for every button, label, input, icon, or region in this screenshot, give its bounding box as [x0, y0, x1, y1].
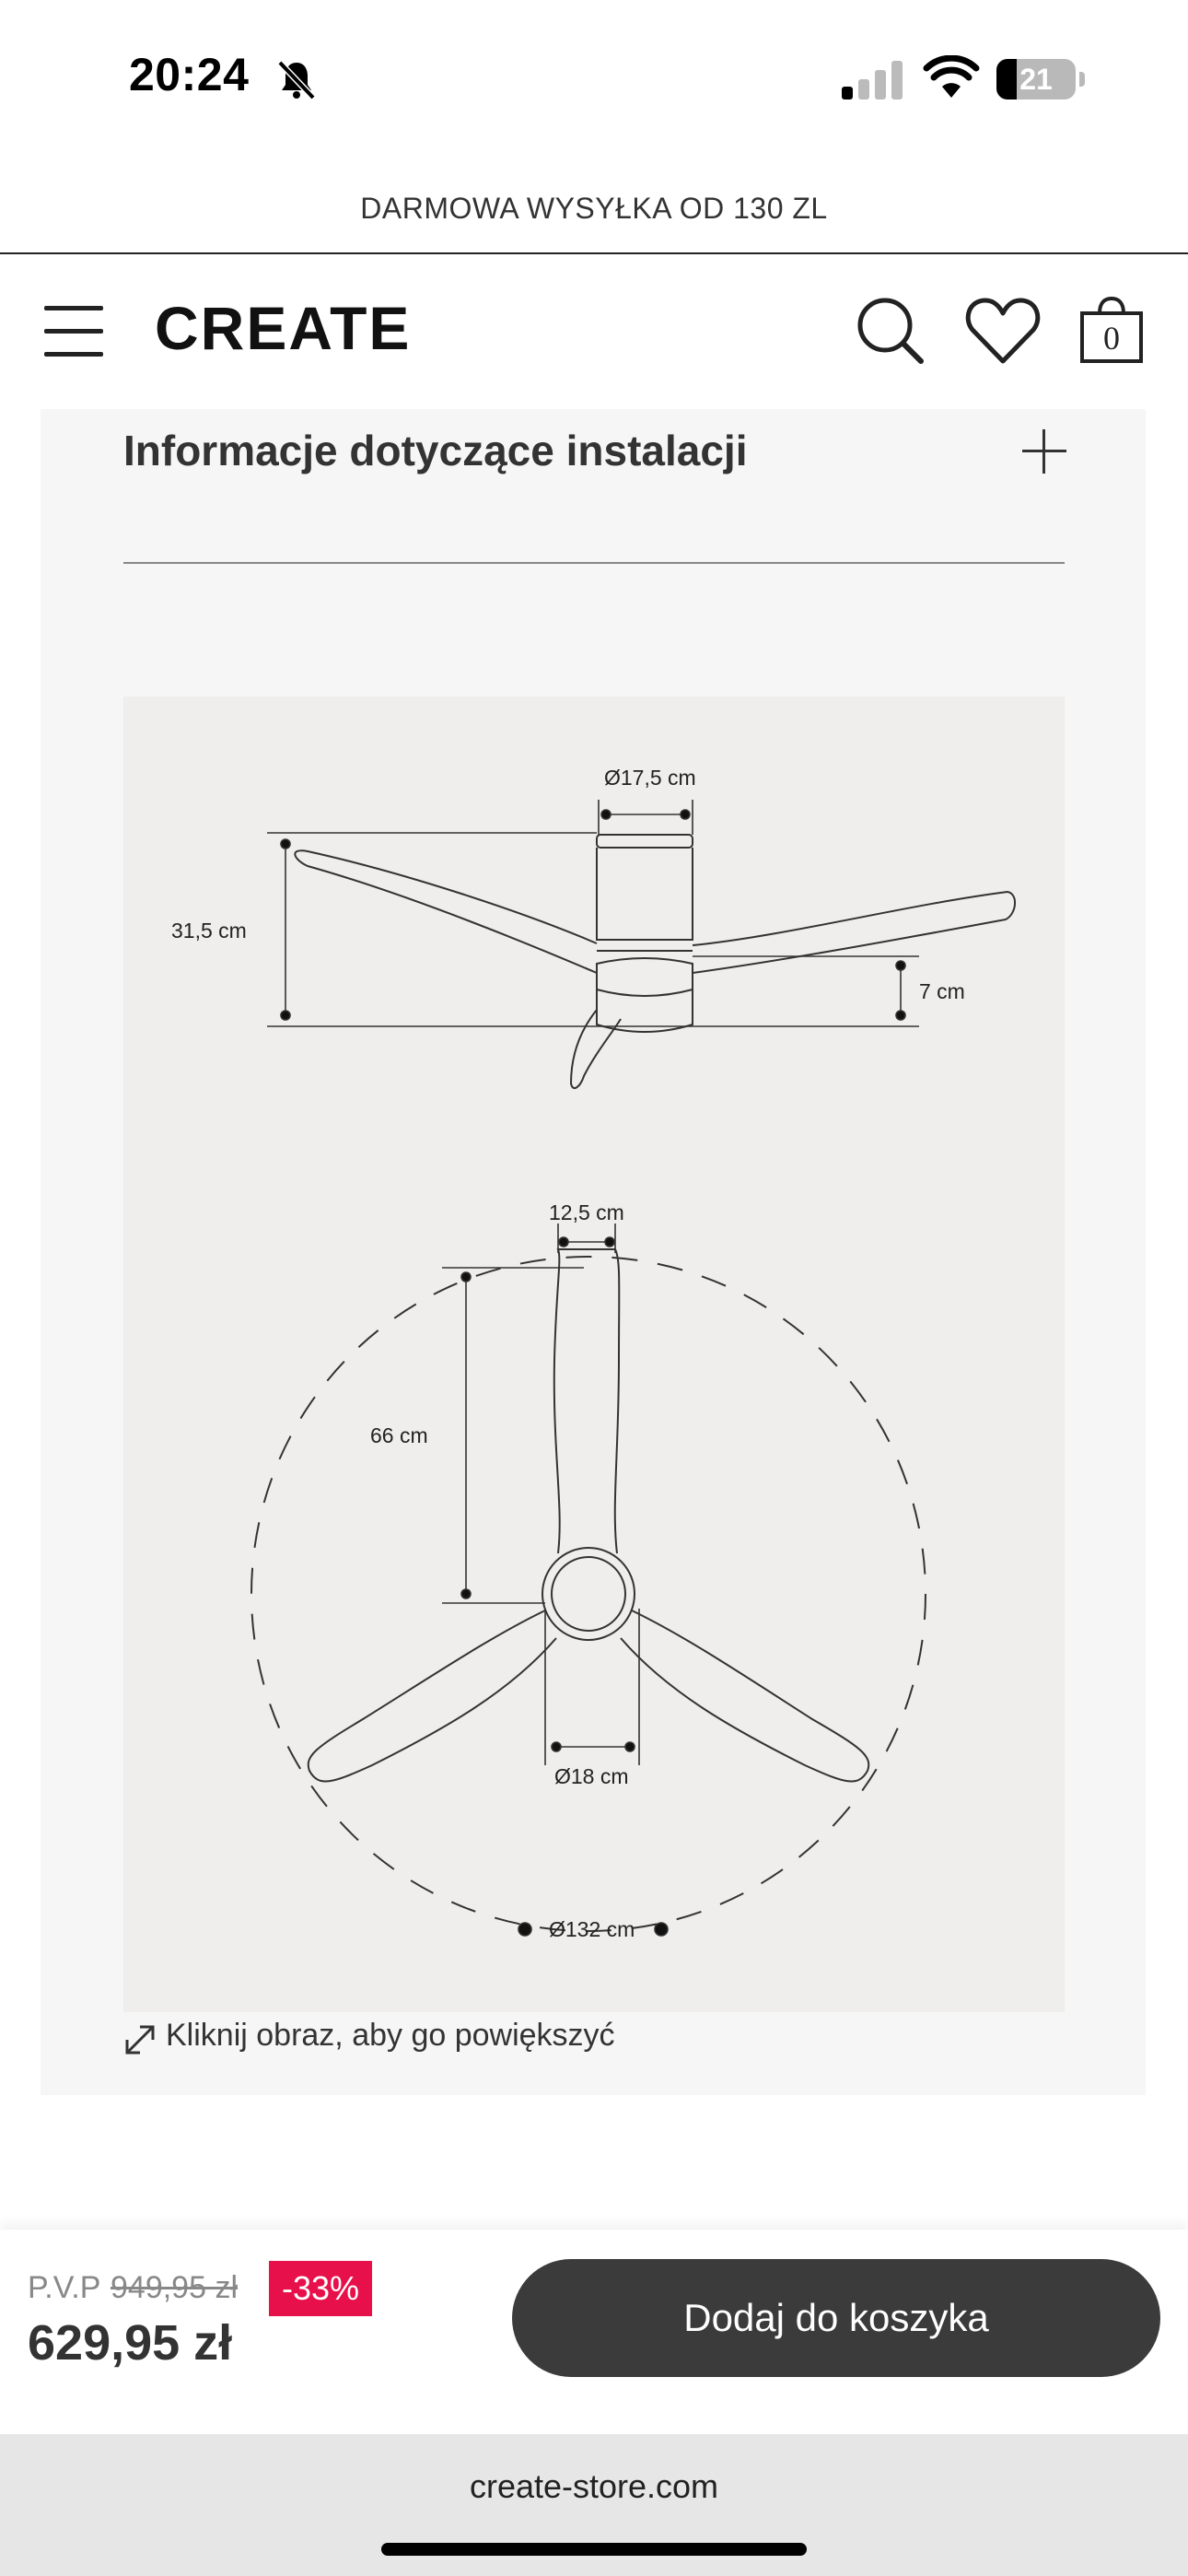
shopping-bag-icon[interactable] — [1079, 297, 1144, 363]
battery-level: 21 — [1019, 63, 1053, 96]
canopy-diameter-label: Ø17,5 cm — [604, 766, 696, 790]
expand-arrow-icon — [123, 2023, 157, 2056]
hub-diameter-label: Ø18 cm — [554, 1764, 629, 1788]
add-to-cart-button[interactable]: Dodaj do koszyka — [512, 2259, 1160, 2377]
promo-banner[interactable]: DARMOWA WYSYŁKA OD 130 ZL — [360, 192, 828, 225]
installation-info-heading[interactable]: Informacje dotyczące instalacji — [123, 427, 748, 474]
search-icon[interactable] — [855, 295, 925, 365]
height-label: 31,5 cm — [171, 919, 247, 943]
blade-width-label: 12,5 cm — [549, 1200, 624, 1224]
expand-plus-icon[interactable] — [1022, 429, 1066, 474]
url-text[interactable]: create-store.com — [469, 2467, 719, 2505]
discount-badge: -33% — [269, 2261, 372, 2316]
divider — [123, 562, 1065, 564]
divider — [0, 252, 1188, 254]
old-price: 949,95 zł — [111, 2270, 238, 2305]
battery-icon — [996, 59, 1085, 101]
cart-count: 0 — [1103, 320, 1120, 357]
fan-dimensions-diagram[interactable] — [123, 697, 1065, 2012]
pvp-label: P.V.P — [28, 2270, 101, 2305]
brand-logo[interactable]: CREATE — [155, 294, 412, 362]
hamburger-menu-icon[interactable] — [44, 304, 103, 359]
home-indicator[interactable] — [381, 2543, 807, 2556]
motor-height-label: 7 cm — [919, 979, 965, 1003]
status-time: 20:24 — [129, 49, 250, 100]
total-diameter-label: Ø132 cm — [549, 1917, 635, 1941]
blade-length-label: 66 cm — [370, 1423, 428, 1447]
current-price: 629,95 zł — [28, 2315, 233, 2371]
wifi-icon — [923, 55, 980, 100]
bell-muted-icon — [274, 57, 319, 101]
enlarge-hint[interactable]: Kliknij obraz, aby go powiększyć — [166, 2018, 615, 2053]
heart-icon[interactable] — [965, 297, 1041, 365]
cellular-signal-icon — [840, 59, 904, 100]
dimensions-drawing — [123, 697, 1065, 2012]
